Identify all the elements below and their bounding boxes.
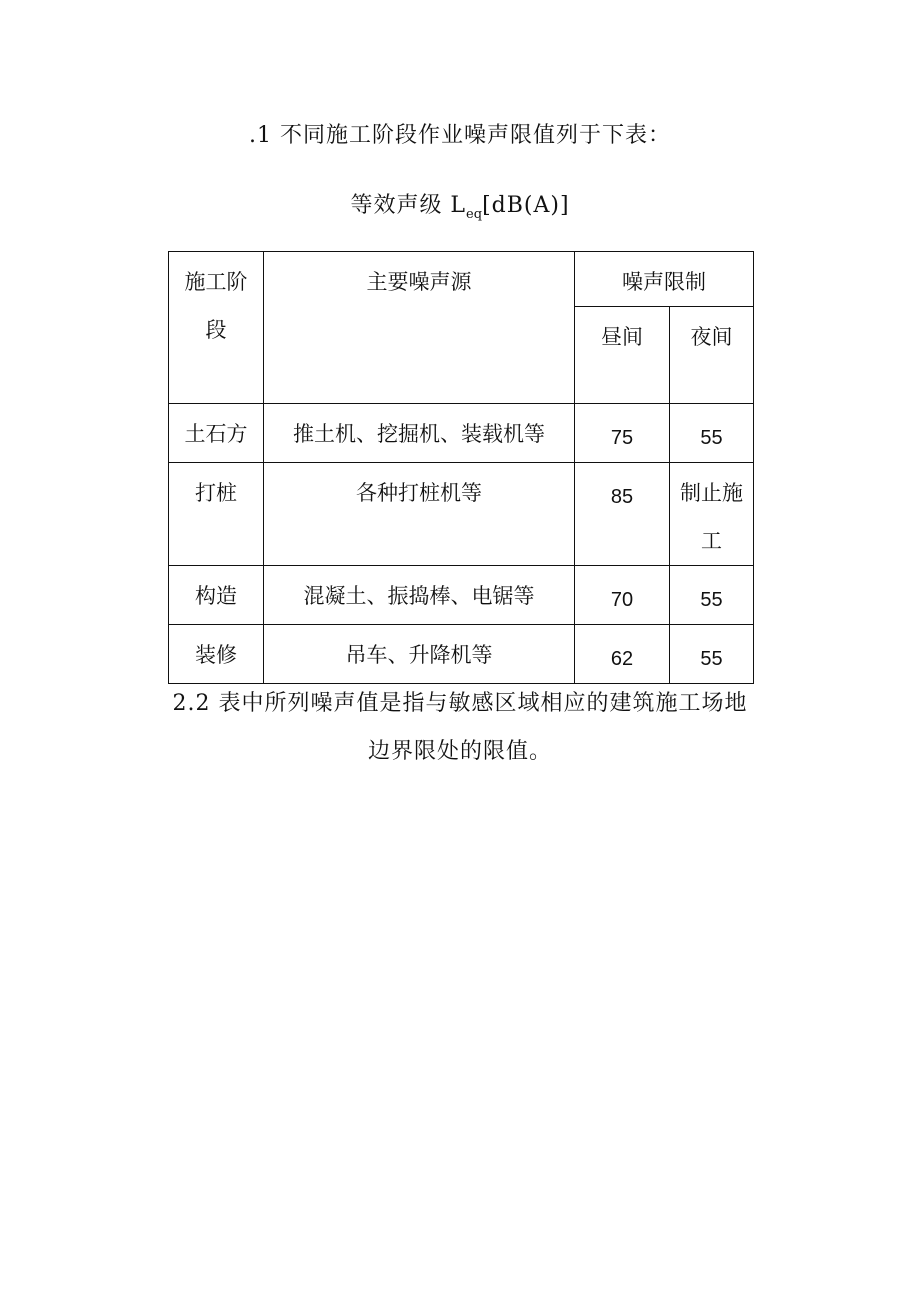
- cell-night: 制止施工: [670, 463, 754, 566]
- cell-night: 55: [670, 566, 754, 625]
- header-limit: 噪声限制: [575, 252, 754, 307]
- cell-day: 75: [575, 404, 670, 463]
- table-row: [169, 566, 754, 625]
- header-day: 昼间: [575, 307, 670, 404]
- noise-limit-table: [168, 251, 754, 684]
- cell-night: 55: [670, 404, 754, 463]
- note-line-2: 边界限处的限值。: [367, 739, 552, 764]
- cell-stage: 构造: [169, 566, 264, 625]
- cell-source: 混凝土、振捣棒、电锯等: [264, 566, 575, 625]
- cell-source: 吊车、升降机等: [264, 625, 575, 684]
- caption-subscript: eq: [466, 207, 483, 222]
- cell-day: 70: [575, 566, 670, 625]
- note-line-1: 2.2 表中所列噪声值是指与敏感区域相应的建筑施工场地: [172, 691, 748, 716]
- section-heading: .1 不同施工阶段作业噪声限值列于下表：: [249, 123, 671, 148]
- table-row: [169, 404, 754, 463]
- table-caption: [0, 188, 920, 233]
- header-source: 主要噪声源: [264, 252, 575, 404]
- note-paragraph: [0, 680, 920, 776]
- header-stage: 施工阶段: [169, 252, 264, 404]
- cell-day: 85: [575, 463, 670, 566]
- cell-source: 各种打桩机等: [264, 463, 575, 566]
- header-night: 夜间: [670, 307, 754, 404]
- cell-stage: 装修: [169, 625, 264, 684]
- cell-stage: 土石方: [169, 404, 264, 463]
- table-header-row: [169, 252, 754, 307]
- cell-day: 62: [575, 625, 670, 684]
- table-row: [169, 463, 754, 566]
- caption-suffix: [dB(A)]: [482, 193, 570, 218]
- cell-source: 推土机、挖掘机、装载机等: [264, 404, 575, 463]
- cell-stage: 打桩: [169, 463, 264, 566]
- table-row: [169, 625, 754, 684]
- caption-prefix: 等效声级 L: [350, 193, 467, 218]
- cell-night: 55: [670, 625, 754, 684]
